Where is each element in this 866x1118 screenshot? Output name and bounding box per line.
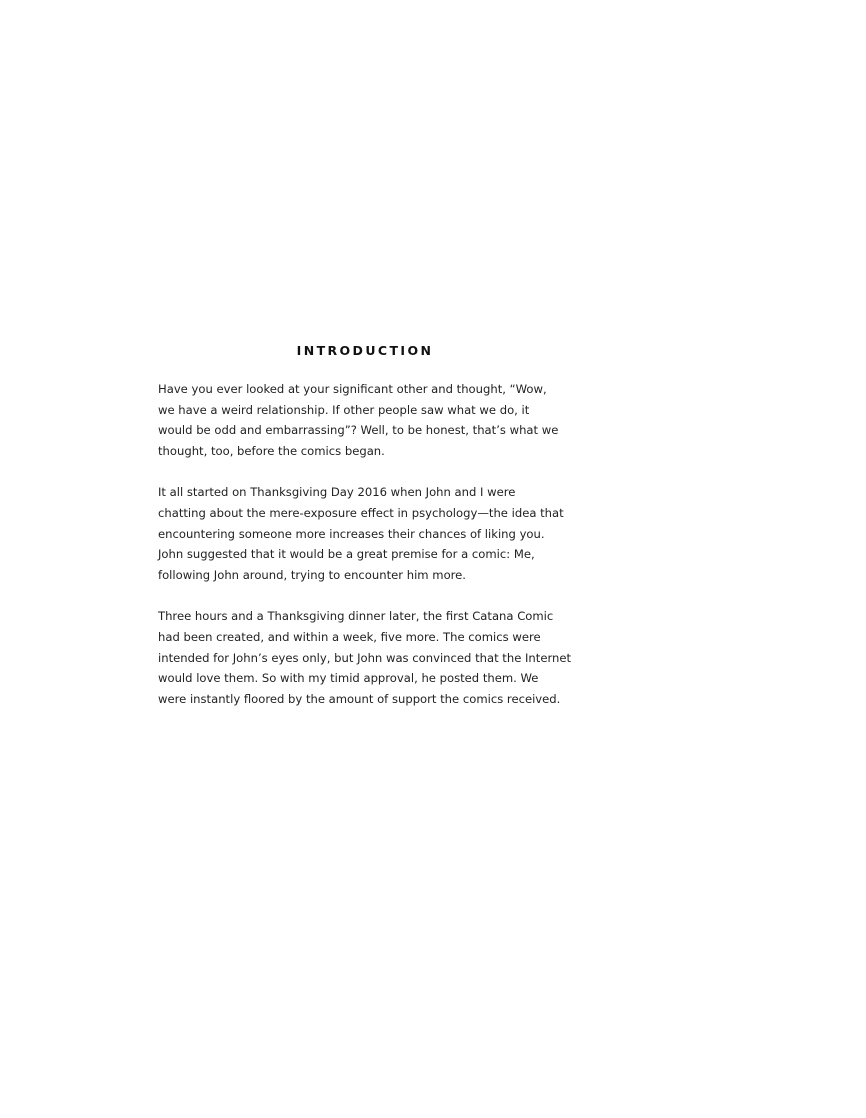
text-line: would be odd and embarrassing”? Well, to be honest, that’s what we <box>158 423 559 438</box>
text-line: chatting about the mere-exposure effect in psychology—the idea that <box>158 505 564 520</box>
paragraph-3 <box>158 606 578 709</box>
text-line: Have you ever looked at your significant other and thought, “Wow, <box>158 382 547 396</box>
chapter-body <box>158 379 578 730</box>
chapter-heading: INTRODUCTION <box>296 343 434 358</box>
text-line: thought, too, before the comics began. <box>158 443 385 458</box>
text-line: we have a weird relationship. If other people saw what we do, it <box>158 402 530 417</box>
paragraph-2 <box>158 482 578 585</box>
paragraph-1 <box>158 379 578 461</box>
text-line: It all started on Thanksgiving Day 2016 when John and I were <box>158 485 516 500</box>
text-line: had been created, and within a week, five more. The comics were <box>158 629 541 644</box>
text-line: were instantly floored by the amount of support the comics received. <box>158 691 561 706</box>
text-line: Three hours and a Thanksgiving dinner later, the first Catana Comic <box>158 609 554 624</box>
text-line: would love them. So with my timid approval, he posted them. We <box>158 671 539 686</box>
text-line: intended for John’s eyes only, but John was convinced that the Internet <box>158 650 572 665</box>
text-line: following John around, trying to encounter him more. <box>158 567 466 582</box>
text-line: John suggested that it would be a great premise for a comic: Me, <box>158 547 535 562</box>
text-line: encountering someone more increases their chances of liking you. <box>158 526 545 541</box>
